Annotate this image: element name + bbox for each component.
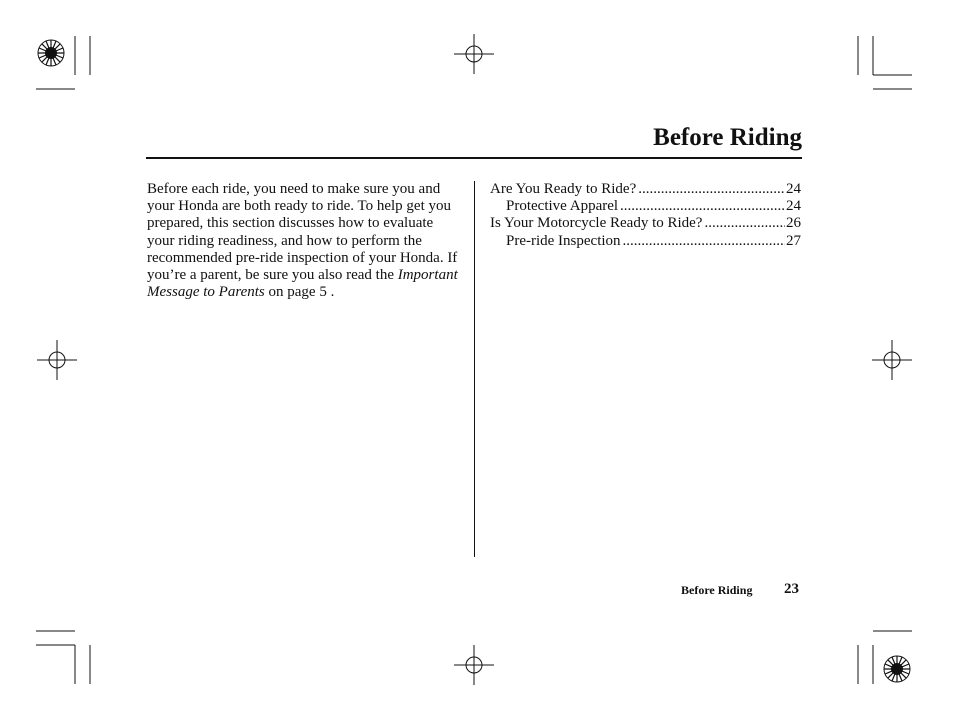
footer-section-label: Before Riding: [681, 583, 753, 597]
toc-leader-dots: [704, 215, 785, 232]
toc-item-page: 24: [786, 198, 801, 215]
registration-starburst-icon: [882, 654, 912, 684]
page-title: Before Riding: [653, 124, 802, 151]
toc-item[interactable]: [490, 215, 801, 232]
toc-item-label: Are You Ready to Ride?: [490, 181, 637, 197]
toc-item-label: Is Your Motorcycle Ready to Ride?: [490, 215, 703, 232]
intro-text-after: on page 5 .: [264, 284, 335, 301]
toc-item[interactable]: [490, 181, 801, 198]
registration-crosshair-icon: [452, 32, 496, 76]
registration-crosshair-icon: [870, 338, 914, 382]
table-of-contents: [490, 181, 801, 250]
column-divider: [474, 181, 475, 557]
toc-item-page: 26: [786, 215, 801, 232]
toc-item-page: 24: [786, 181, 801, 197]
toc-item-page: 27: [786, 232, 801, 249]
registration-crosshair-icon: [452, 643, 496, 687]
toc-leader-dots: [623, 233, 785, 250]
toc-item[interactable]: [490, 233, 801, 250]
toc-leader-dots: [620, 198, 785, 215]
toc-item[interactable]: [490, 198, 801, 215]
intro-emphasis-link: Important Message to Parents: [147, 267, 458, 301]
registration-starburst-icon: [36, 38, 66, 68]
title-rule: [146, 157, 802, 159]
intro-text-before: Before each ride, you need to make sure you and your Honda are both ready to ride. To help get you prepared, this section discusses how to evaluate your riding readiness, and how to perform the recommended pre-ride inspection of your Honda. If you’re a parent, be sure you also read the: [147, 181, 458, 284]
registration-crosshair-icon: [35, 338, 79, 382]
toc-item-label: Protective Apparel: [506, 198, 619, 215]
intro-paragraph: [147, 181, 459, 301]
toc-leader-dots: [638, 181, 785, 198]
toc-item-label: Pre-ride Inspection: [506, 232, 621, 249]
footer-page-number: 23: [784, 581, 799, 597]
